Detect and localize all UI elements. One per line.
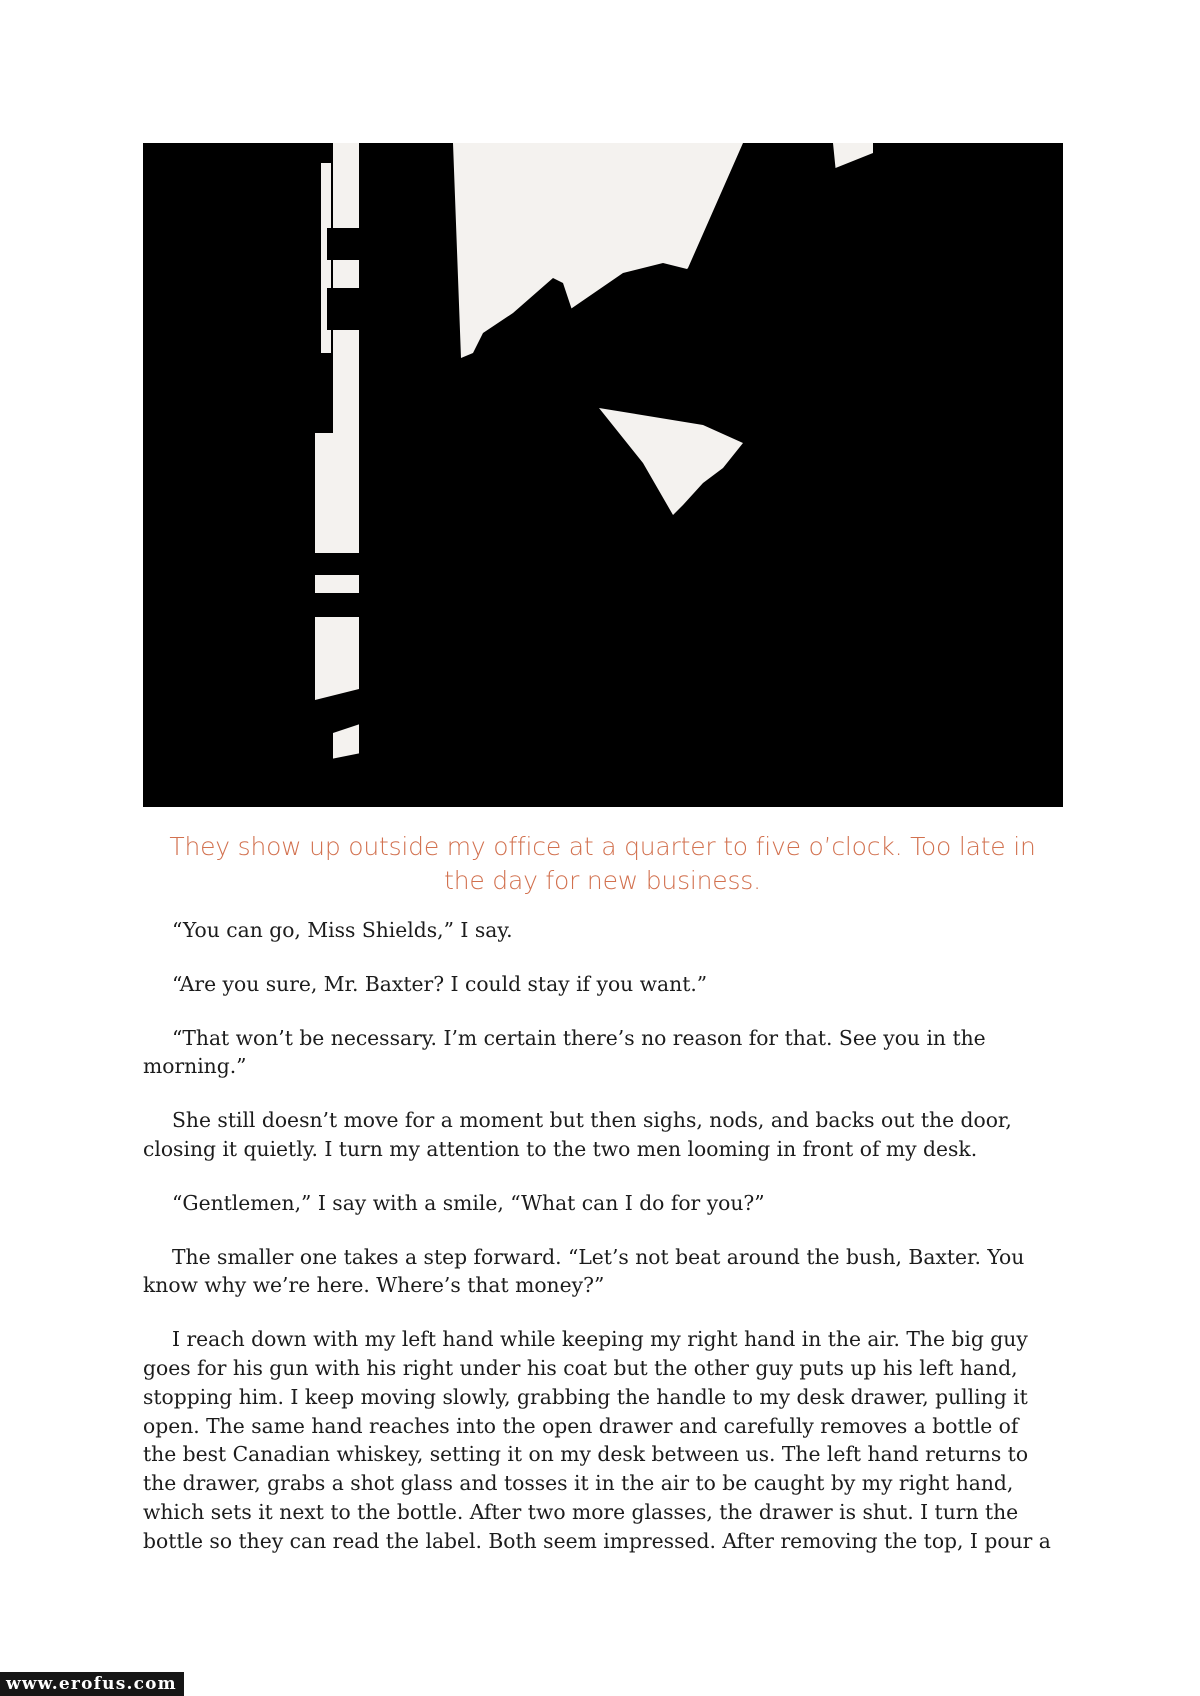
watermark-badge — [0, 1672, 184, 1696]
noir-silhouette-illustration — [143, 143, 1063, 807]
story-text — [143, 916, 1053, 1581]
paragraph: “You can go, Miss Shields,” I say. — [172, 918, 513, 942]
paragraph: The smaller one takes a step forward. “Let’s not beat around the bush, Baxter. You know why we’re here. Where’s that money?” — [143, 1244, 1025, 1298]
silhouette-artwork — [143, 143, 1063, 807]
watermark-text: www.erofus.com — [6, 1674, 177, 1694]
illustration-caption: They show up outside my office at a quarter to five o’clock. Too late in the day for new business. — [169, 832, 1036, 895]
paragraph: I reach down with my left hand while keeping my right hand in the air. The big guy goes for his gun with his right under his coat but the other guy puts up his left hand, stopping him. I keep moving slowly, grabbing the handle to my desk drawer, pulling it open. The same hand reaches into the open drawer and carefully removes a bottle of the best Canadian whiskey, setting it on my desk between us. The left hand returns to the drawer, grabs a shot glass and tosses it in the air to be caught by my right hand, which sets it next to the bottle. After two more glasses, the drawer is shut. I turn the bottle so they can read the label. Both seem impressed. After removing the top, I pour a — [143, 1327, 1051, 1553]
paragraph: “Gentlemen,” I say with a smile, “What can I do for you?” — [172, 1190, 765, 1215]
paragraph: She still doesn’t move for a moment but then sighs, nods, and backs out the door, closing it quietly. I turn my attention to the two men looming in front of my desk. — [143, 1108, 1012, 1161]
paragraph: “Are you sure, Mr. Baxter? I could stay if you want.” — [172, 971, 708, 996]
paragraph: “That won’t be necessary. I’m certain there’s no reason for that. See you in the morning.” — [143, 1025, 986, 1079]
